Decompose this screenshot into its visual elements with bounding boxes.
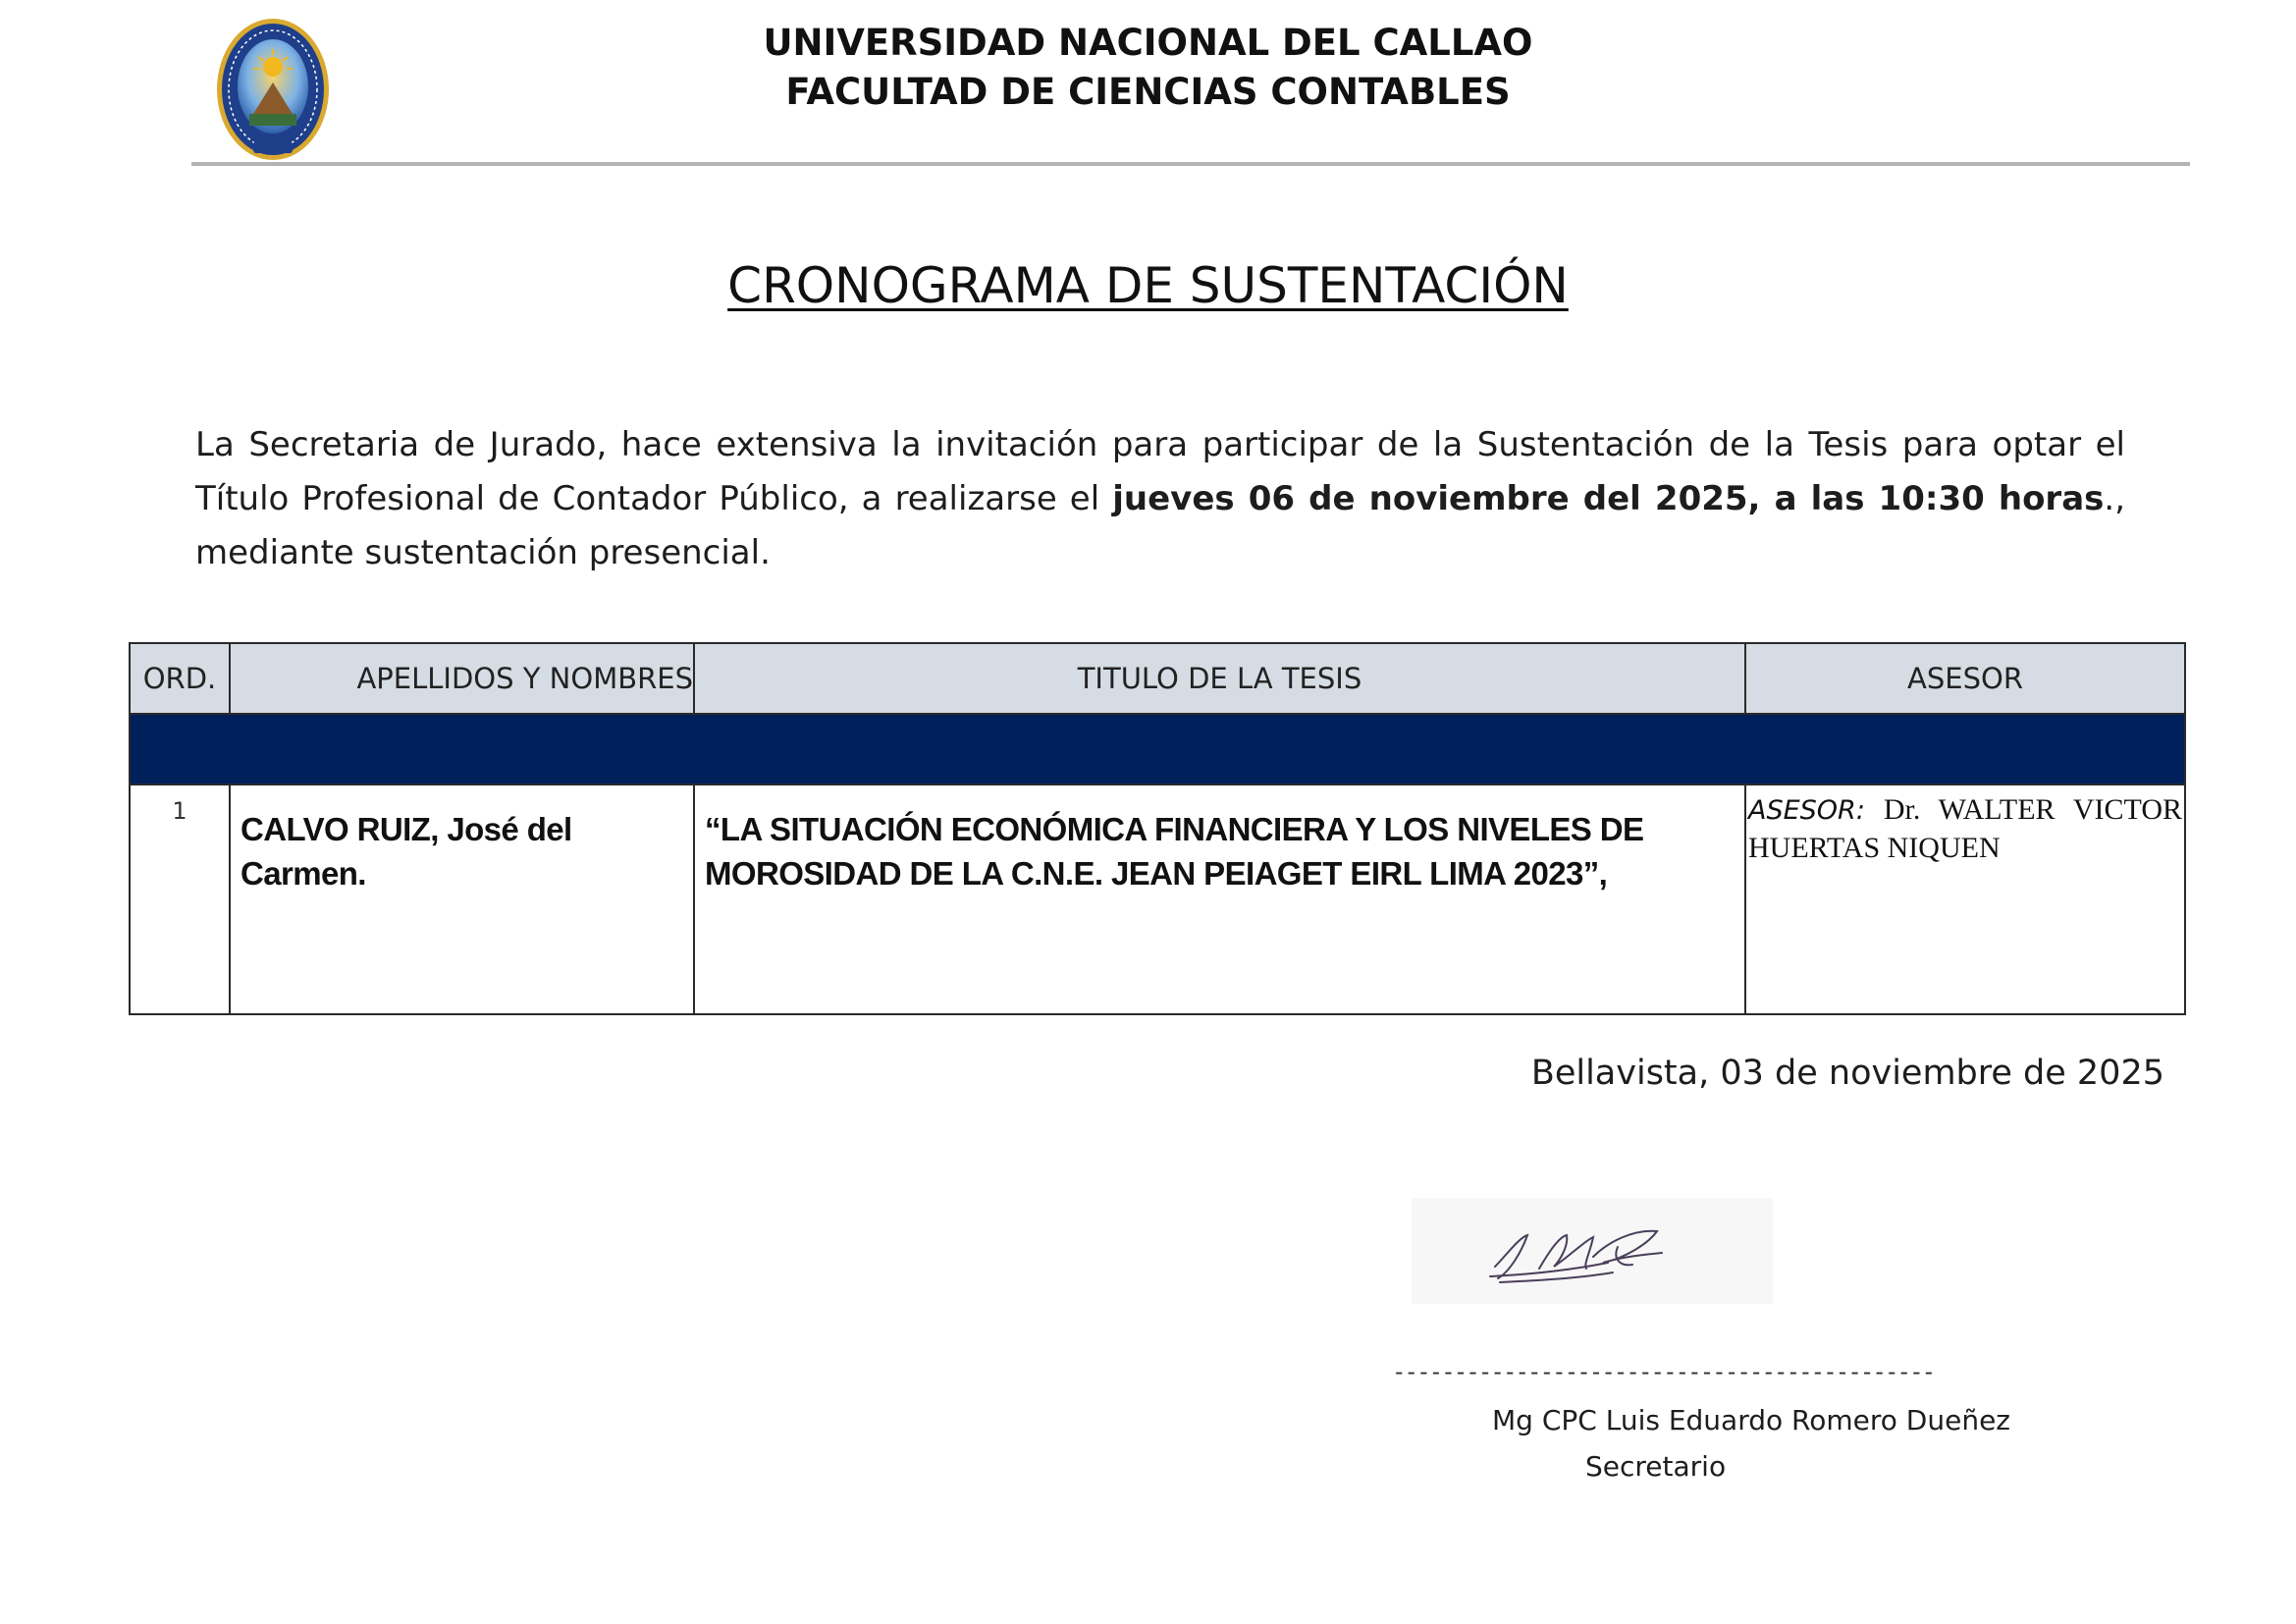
document-title — [0, 257, 2296, 314]
student-name: CALVO RUIZ, José del Carmen. — [240, 811, 572, 892]
row-ord-value: 1 — [172, 797, 187, 825]
row-ord — [130, 785, 230, 1014]
row-asesor-cell — [1745, 785, 2185, 1014]
table-row — [130, 785, 2185, 1014]
invitation-text-end: ., mediante sustentación presencial. — [195, 479, 2126, 572]
invitation-date-time: jueves 06 de noviembre del 2025, a las 10:30 horas — [1112, 479, 2105, 518]
table-color-band — [130, 714, 2185, 785]
invitation-paragraph — [195, 418, 2125, 580]
row-name-cell — [230, 785, 694, 1014]
asesor-info — [1746, 785, 2184, 867]
university-name: UNIVERSIDAD NACIONAL DEL CALLAO — [763, 22, 1533, 64]
signature-line: -------------------------------------------- — [1392, 1358, 1935, 1385]
signer-name: Mg CPC Luis Eduardo Romero Dueñez — [1492, 1404, 2010, 1436]
row-thesis-cell — [694, 785, 1745, 1014]
asesor-name: Dr. WALTER VICTOR HUERTAS NIQUEN — [1748, 793, 2182, 864]
header-asesor: ASESOR — [1745, 643, 2185, 714]
invitation-text-start: La Secretaria de Jurado, hace extensiva la invitación para participar de la Sustentación de la Tesis para optar el Título Profesional de Contador Público, a realizarse el — [195, 425, 2125, 518]
place-and-date: Bellavista, 03 de noviembre de 2025 — [1530, 1054, 2164, 1093]
handwritten-signature — [1412, 1198, 1773, 1304]
thesis-title: “LA SITUACIÓN ECONÓMICA FINANCIERA Y LOS NIVELES DE MOROSIDAD DE LA C.N.E. JEAN PEIAGET EIRL LIMA 2023”, — [705, 811, 1644, 892]
faculty-name: FACULTAD DE CIENCIAS CONTABLES — [785, 71, 1511, 113]
table-header-row — [130, 643, 2185, 714]
schedule-table — [129, 642, 2186, 1015]
asesor-label: ASESOR: — [1748, 795, 1865, 826]
signer-role: Secretario — [1585, 1450, 1727, 1483]
header-divider — [191, 162, 2190, 166]
header-ord: ORD. — [130, 643, 230, 714]
document-title-text: CRONOGRAMA DE SUSTENTACIÓN — [727, 257, 1569, 314]
header-name: APELLIDOS Y NOMBRES — [230, 643, 694, 714]
header-thesis-title: TITULO DE LA TESIS — [694, 643, 1745, 714]
